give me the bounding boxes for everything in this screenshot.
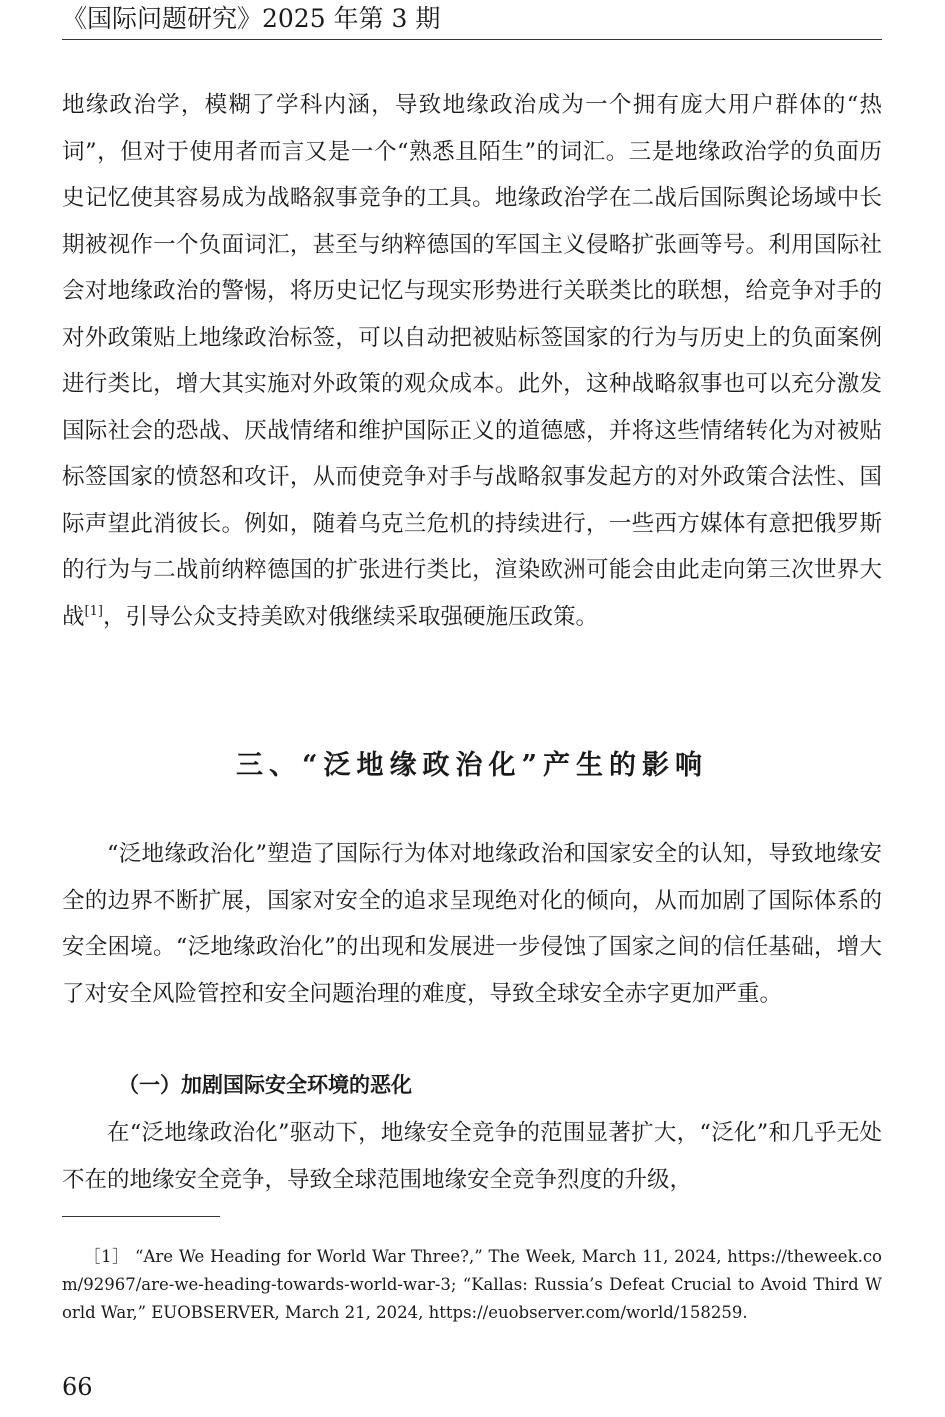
- running-header: 《国际问题研究》2025 年第 3 期: [62, 4, 441, 33]
- footnote-rule: [62, 1216, 220, 1217]
- paragraph-1-tail: ，引导公众支持美欧对俄继续采取强硬施压政策。: [102, 603, 598, 630]
- footnote-reference[interactable]: [1]: [84, 603, 103, 619]
- body-paragraph-3: 在“泛地缘政治化”驱动下，地缘安全竞争的范围显著扩大，“泛化”和几乎无处不在的地缘安全竞争，导致全球范围地缘安全竞争烈度的升级，: [62, 1120, 882, 1193]
- page-number: 66: [62, 1373, 93, 1401]
- header-rule: [62, 39, 882, 40]
- body-paragraph-1: [62, 82, 882, 640]
- body-paragraph-2: “泛地缘政治化”塑造了国际行为体对地缘政治和国家安全的认知，导致地缘安全的边界不断扩展，国家对安全的追求呈现绝对化的倾向，从而加剧了国际体系的安全困境。“泛地缘政治化”的出现和发展进一步侵蚀了国家之间的信任基础，增大了对安全风险管控和安全问题治理的难度，导致全球安全赤字更加严重。: [62, 841, 882, 1007]
- paragraph-1-text: 地缘政治学，模糊了学科内涵，导致地缘政治成为一个拥有庞大用户群体的“热词”，但对于使用者而言又是一个“熟悉且陌生”的词汇。三是地缘政治学的负面历史记忆使其容易成为战略叙事竞争的工具。地缘政治学在二战后国际舆论场域中长期被视作一个负面词汇，甚至与纳粹德国的军国主义侵略扩张画等号。利用国际社会对地缘政治的警惕，将历史记忆与现实形势进行关联类比的联想，给竞争对手的对外政策贴上地缘政治标签，可以自动把被贴标签国家的行为与历史上的负面案例进行类比，增大其实施对外政策的观众成本。此外，这种战略叙事也可以充分激发国际社会的恐战、厌战情绪和维护国际正义的道德感，并将这些情绪转化为对被贴标签国家的愤怒和攻讦，从而使竞争对手与战略叙事发起方的对外政策合法性、国际声望此消彼长。例如，随着乌克兰危机的持续进行，一些西方媒体有意把俄罗斯的行为与二战前纳粹德国的扩张进行类比，渲染欧洲可能会由此走向第三次世界大战: [62, 92, 882, 630]
- footnote-1: ［1］ “Are We Heading for World War Three?,” The Week, March 11, 2024, https://theweek.com/92967/are-we-heading-towards-world-war-3; “Kallas: Russia’s Defeat Crucial to Avoid Third World War,” EUOBSERVER, March 21, 2024, https://euobserver.com/world/158259.: [62, 1247, 882, 1322]
- subsection-heading: （一）加剧国际安全环境的恶化: [118, 1073, 412, 1097]
- section-heading: 三、“泛地缘政治化”产生的影响: [235, 750, 709, 781]
